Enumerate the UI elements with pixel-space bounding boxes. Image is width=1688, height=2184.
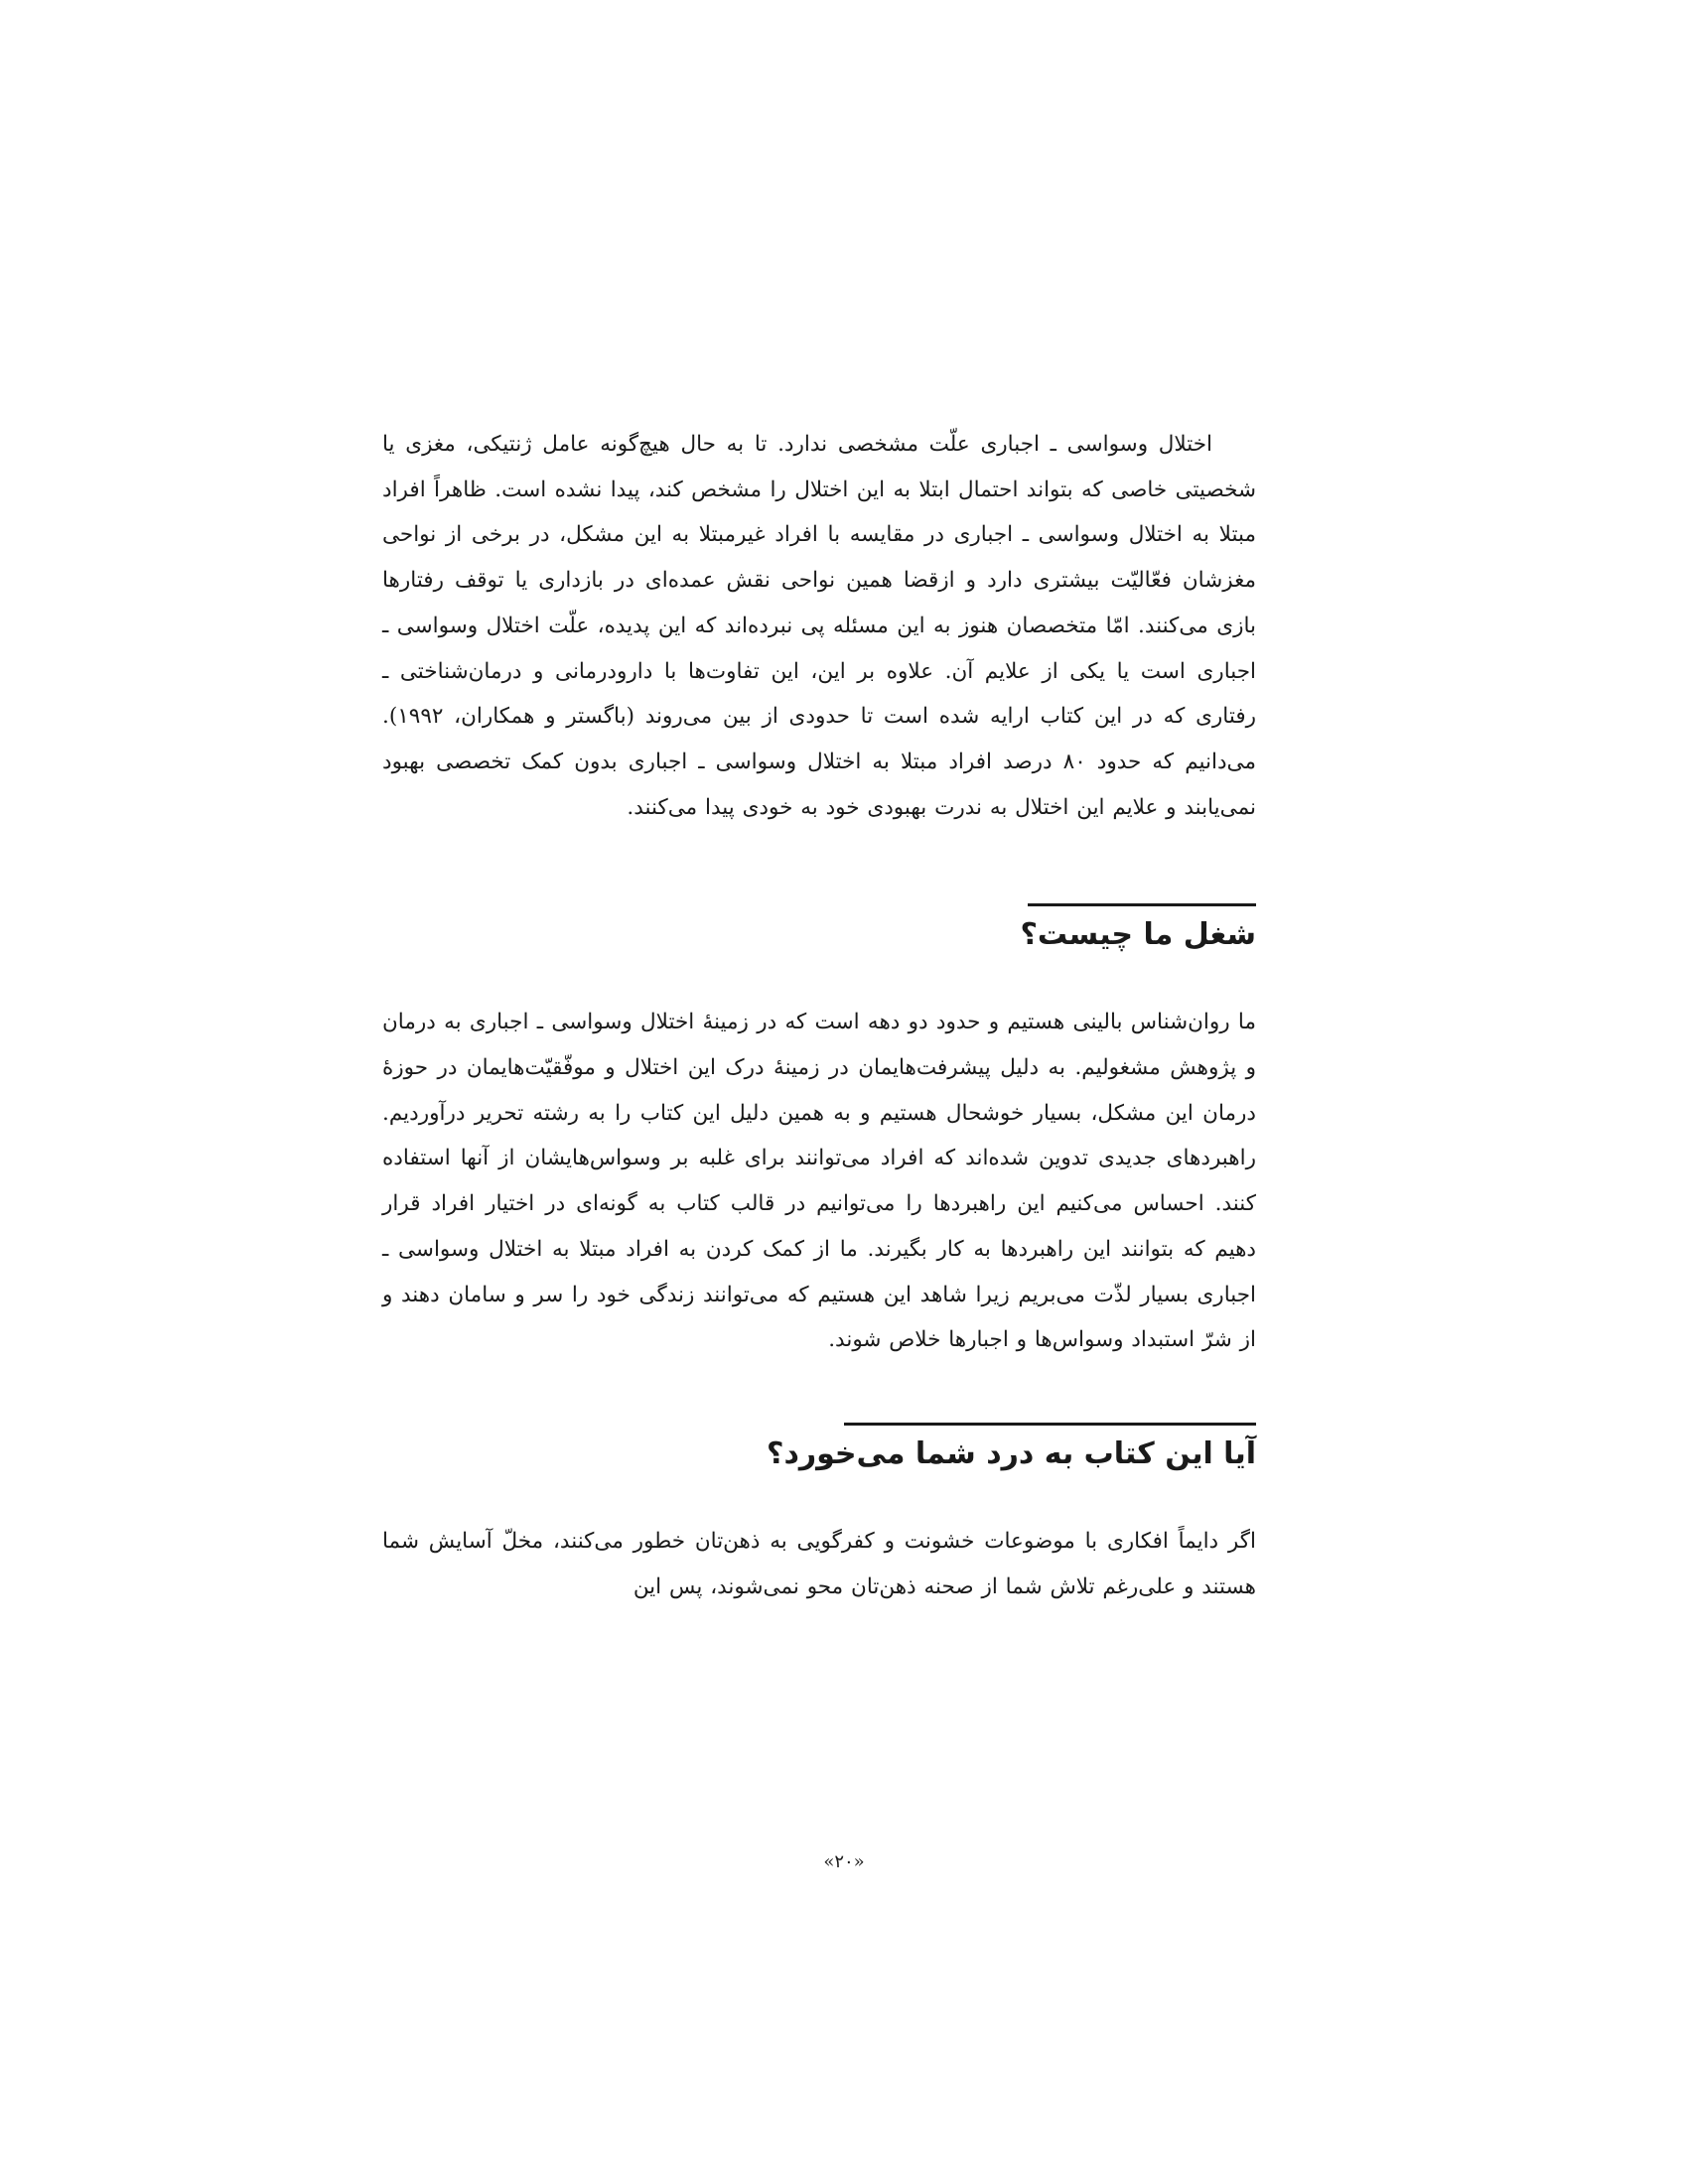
- intro-paragraph: اختلال وسواسی ـ اجباری علّت مشخصی ندارد. تا به حال هیچ‌گونه عامل ژنتیکی، مغزی یا شخصیتی خاصی که بتواند احتمال ابتلا به این اختلال را مشخص کند، پیدا نشده است. ظاهراً افراد مبتلا به اختلال وسواسی ـ اجباری در مقایسه با افراد غیرمبتلا به این مشکل، در برخی از نواحی مغزشان فعّالیّت بیشتری دارد و ازقضا همین نواحی نقش عمده‌ای در بازداری یا توقف رفتارها بازی می‌کنند. امّا متخصصان هنوز به این مسئله پی نبرده‌اند که این پدیده، علّت اختلال وسواسی ـ اجباری است یا یکی از علایم آن. علاوه بر این، این تفاوت‌ها با دارودرمانی و درمان‌شناختی ـ رفتاری که در این کتاب ارایه شده است تا حدودی از بین می‌روند (باگستر و همکاران، ۱۹۹۲). می‌دانیم که حدود ۸۰ درصد افراد مبتلا به اختلال وسواسی ـ اجباری بدون کمک تخصصی بهبود نمی‌یابند و علایم این اختلال به ندرت بهبودی خود به خودی پیدا می‌کنند.: [382, 432, 1256, 820]
- section-1-paragraph: ما روان‌شناس بالینی هستیم و حدود دو دهه است که در زمینهٔ اختلال وسواسی ـ اجباری به درمان و پژوهش مشغولیم. به دلیل پیشرفت‌هایمان در زمینهٔ درک این اختلال و موفّقیّت‌هایمان در حوزهٔ درمان این مشکل، بسیار خوشحال هستیم و به همین دلیل این کتاب را به رشته تحریر درآوردیم. راهبردهای جدیدی تدوین شده‌اند که افراد می‌توانند برای غلبه بر وسواس‌هایشان از آنها استفاده کنند. احساس می‌کنیم این راهبردها را می‌توانیم در قالب کتاب به گونه‌ای در اختیار افراد قرار دهیم که بتوانند این راهبردها به کار بگیرند. ما از کمک کردن به افراد مبتلا به اختلال وسواسی ـ اجباری بسیار لذّت می‌بریم زیرا شاهد این هستیم که می‌توانند زندگی خود را سر و سامان دهند و از شرّ استبداد وسواس‌ها و اجبارها خلاص شوند.: [382, 1010, 1256, 1353]
- page-body: [382, 422, 1256, 1911]
- section-heading-is-book-for-you: [767, 1423, 1256, 1483]
- section-2-paragraph: اگر دایماً افکاری با موضوعات خشونت و کفرگویی به ذهن‌تان خطور می‌کنند، مخلّ آسایش شما هستند و علی‌رغم تلاش شما از صحنه ذهن‌تان محو نمی‌شوند، پس این: [382, 1528, 1256, 1599]
- page-number: «۲۰»: [823, 1851, 865, 1872]
- section-title: شغل ما چیست؟: [1020, 917, 1256, 953]
- section-heading-our-job: [1020, 903, 1256, 964]
- section-title: آیا این کتاب به درد شما می‌خورد؟: [767, 1435, 1256, 1471]
